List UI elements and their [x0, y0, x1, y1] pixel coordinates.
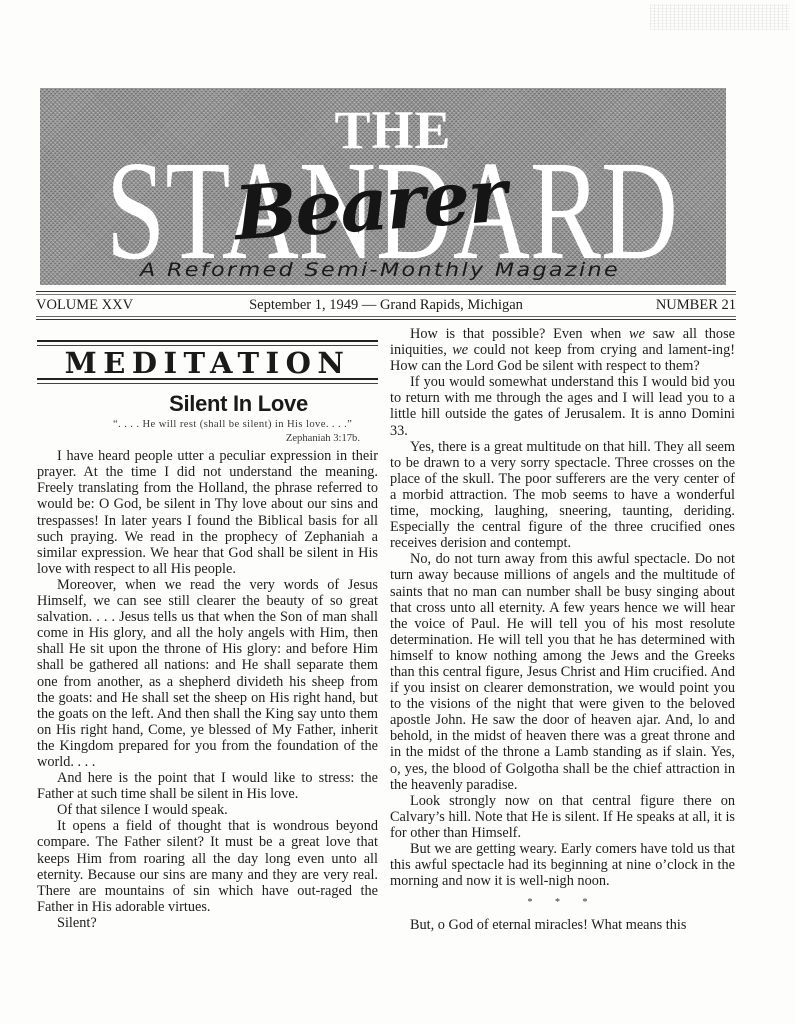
right-column	[390, 326, 735, 933]
body-paragraph: Moreover, when we read the very words of Jesus Himself, we can see still clearer the beauty of so great salvation. . . . Jesus tells us that when the Son of man shall come in His glory, and all the holy angels with Him, then shall He sit upon the throne of His glory: and before Him shall be gathered all nations: and He shall separate them one from another, as a shepherd divideth his sheep from the goats: and He shall set the sheep on His right hand, but the goats on the left. And then shall the King say unto them on His right hand, Come, ye blessed of My Father, inherit the Kingdom prepared for you from the foundation of the world. . . .	[37, 576, 378, 770]
emphasis-we: we	[629, 326, 645, 342]
masthead-standard: STANDARD	[106, 131, 678, 285]
body-paragraph: And here is the point that I would like to stress: the Father at such time shall be silent in His love.	[37, 770, 378, 803]
masthead-logo	[40, 88, 726, 285]
masthead	[40, 88, 726, 285]
masthead-the: THE	[334, 100, 452, 160]
issue-info-bar	[36, 296, 736, 314]
body-paragraph: Yes, there is a great multitude on that hill. They all seem to be drawn to a very sorry spectacle. Three crosses on the place of the skull. The poor sufferers are the very center of a morbid attraction. The mob seems to have a wonderful time, mocking, laughing, sneering, taunting, deriding. Especially the central figure of the three crucified ones receives derision and contempt.	[390, 438, 735, 552]
divider-rule	[36, 319, 736, 320]
issue-dateline: September 1, 1949 — Grand Rapids, Michigan	[249, 297, 523, 313]
body-paragraph: But, o God of eternal miracles! What means this	[410, 917, 687, 934]
masthead-bearer: Bearer	[231, 152, 508, 258]
body-paragraph: Look strongly now on that central figure there on Calvary’s hill. Note that He is silent. If He speaks at all, it is for other than Himself.	[390, 792, 735, 841]
epigraph-quote: “. . . . He will rest (shall be silent) in His love. . . .”	[113, 419, 353, 431]
divider-rule	[36, 294, 736, 295]
issue-volume: VOLUME XXV	[36, 297, 134, 313]
text-run: How is that possible? Even when	[410, 326, 630, 342]
body-paragraph: I have heard people utter a peculiar expression in their prayer. At the time I did not understand the meaning. Freely translating from the Holland, the phrase referred to would be: O God, be silent in Thy love about our sins and trespasses! In later years I found the Biblical basis for all such praying. We read in the prophecy of Zephaniah a similar expression. We hear that God shall be silent in His love with respect to all His people.	[37, 448, 378, 577]
emphasis-we: we	[452, 342, 469, 359]
masthead-tagline: A Reformed Semi-Monthly Magazine	[137, 259, 620, 281]
left-column	[37, 340, 378, 931]
body-paragraph	[390, 326, 735, 374]
issue-number: NUMBER 21	[655, 297, 736, 313]
text-run: could not keep from crying and lament-ing! How can the Lord God be silent with respect to them?	[390, 342, 735, 375]
section-title: MEDITATION	[64, 346, 351, 380]
text-run: saw all those iniquities,	[390, 326, 735, 359]
body-paragraph: Silent?	[57, 914, 97, 931]
body-paragraph: Of that silence I would speak.	[57, 802, 228, 819]
body-paragraph: If you would somewhat understand this I would bid you to return with me through the ages and I will lead you to a little hill outside the gates of Jerusalem. It is anno Domini 33.	[390, 374, 735, 439]
body-paragraph: No, do not turn away from this awful spectacle. Do not turn away because millions of angels and the multitude of saints that no man can number shall be busy singing about that cross unto all eternity. A few years hence we will hear the voice of Paul. He will tell you of his most resolute determination. He will tell you that he has determined with himself to know nothing among the Jews and the Greeks than this central figure, Jesus Christ and Him crucified. And if you insist on clearer demonstration, we would point you to the visions of the night that were given to the beloved apostle John. He saw the door of heaven ajar. And, lo and behold, in the midst of heaven there was a great throne and in the midst of the throne a Lamb standing as if slain. Yes, o, yes, the blood of Golgotha shall be the chief attraction in the heavenly paradise.	[390, 551, 735, 793]
divider-rule	[36, 291, 736, 292]
section-separator-stars: * * *	[527, 897, 598, 909]
body-paragraph: But we are getting weary. Early comers have told us that this awful spectacle had its beginning at nine o’clock in the morning and now it is well-nigh noon.	[390, 841, 735, 890]
article-title: Silent In Love	[169, 391, 308, 417]
divider-rule	[36, 316, 736, 317]
epigraph-reference: Zephaniah 3:17b.	[285, 433, 360, 445]
body-paragraph: It opens a field of thought that is wondrous beyond compare. The Father silent? It must be a great love that keeps Him from roaring all the day long even unto all eternity. Because our sins are many and they are very real. There are mountains of sin which have out-raged the Father in His adorable virtues.	[37, 818, 378, 915]
scan-noise	[650, 4, 790, 30]
